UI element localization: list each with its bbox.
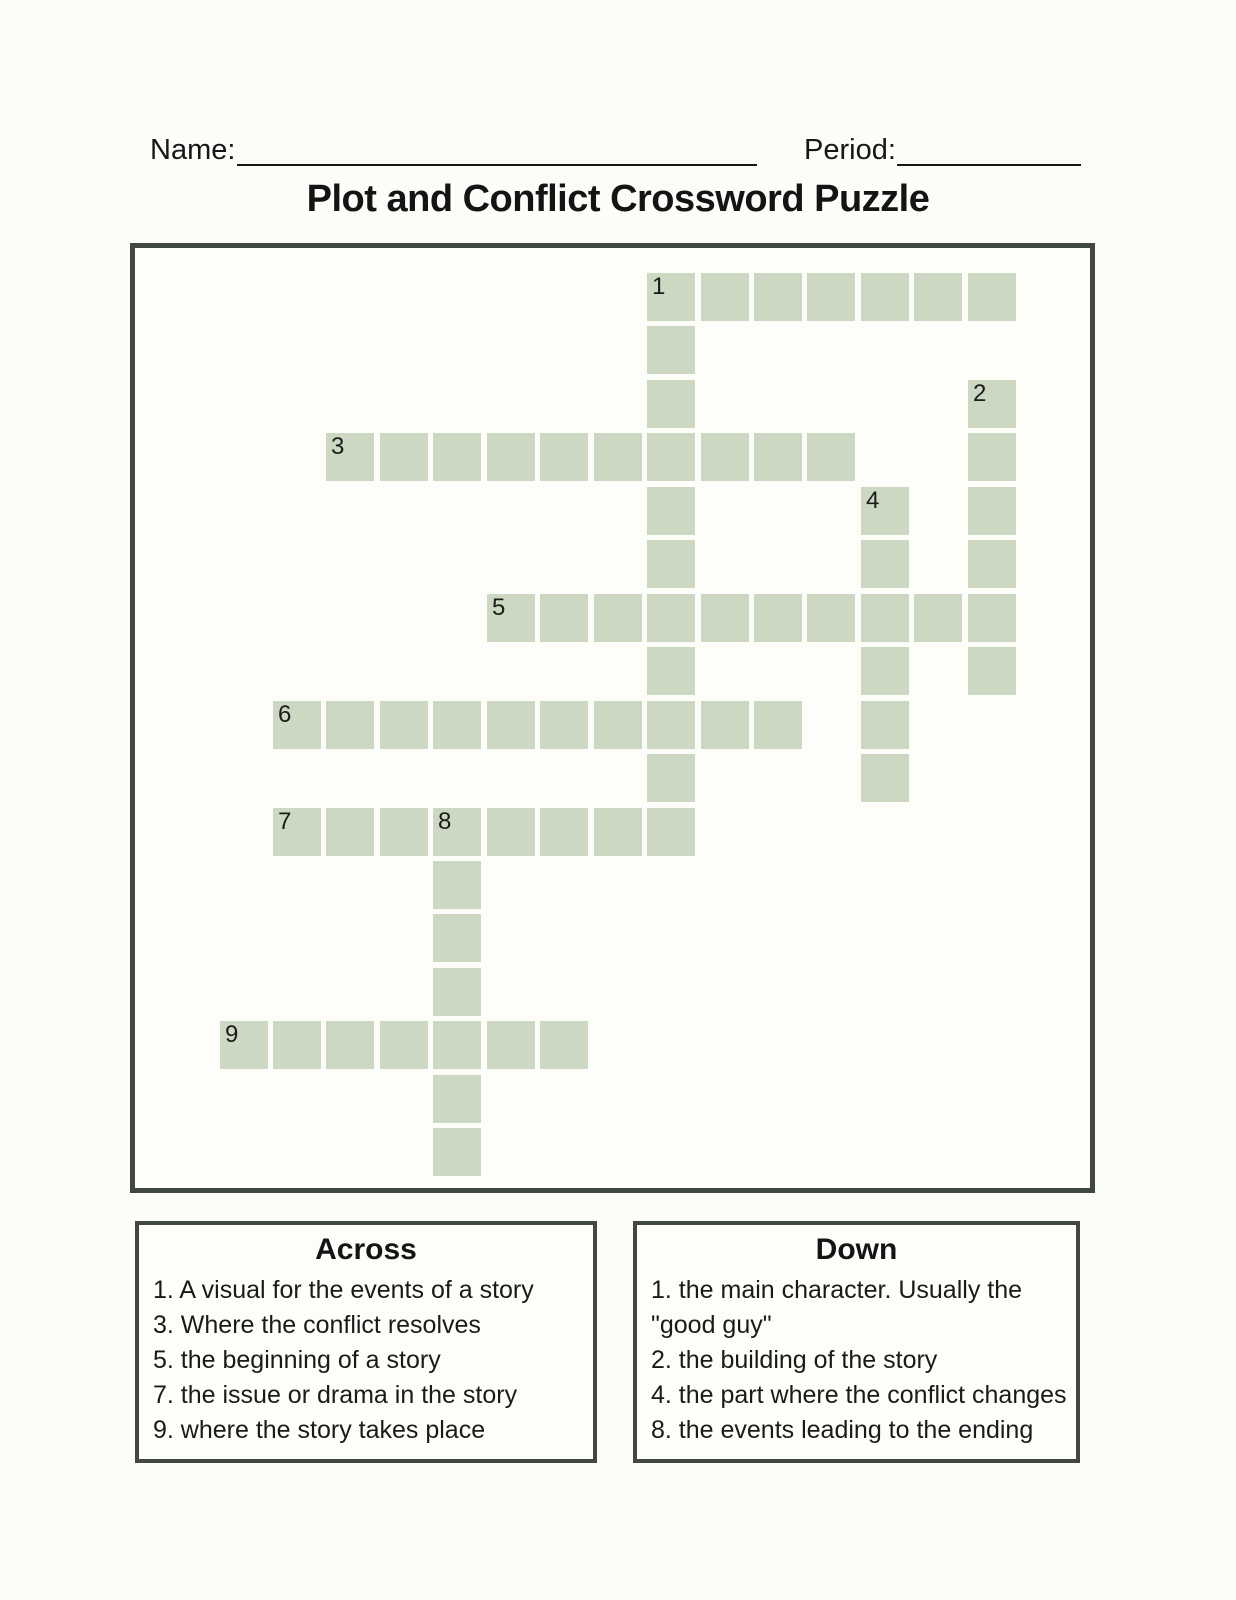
grid-cell[interactable] <box>540 594 588 642</box>
grid-cell[interactable] <box>647 754 695 802</box>
grid-cell[interactable] <box>594 594 642 642</box>
grid-cell[interactable] <box>433 808 481 856</box>
grid-cell[interactable] <box>487 808 535 856</box>
cell-number: 1 <box>652 273 666 300</box>
grid-cell[interactable] <box>647 380 695 428</box>
grid-cell[interactable] <box>701 433 749 481</box>
down-clue-2: 2. the building of the story <box>651 1346 938 1374</box>
grid-cell[interactable] <box>273 808 321 856</box>
period-label: Period: <box>804 134 896 166</box>
grid-cell[interactable] <box>540 808 588 856</box>
cell-number: 8 <box>438 808 452 835</box>
period-input-line[interactable] <box>897 164 1081 166</box>
grid-cell[interactable] <box>487 433 535 481</box>
grid-cell[interactable] <box>594 808 642 856</box>
grid-cell[interactable] <box>326 433 374 481</box>
grid-cell[interactable] <box>326 808 374 856</box>
across-clue-1: 1. A visual for the events of a story <box>153 1276 534 1304</box>
grid-cell[interactable] <box>220 1021 268 1069</box>
grid-cell[interactable] <box>647 326 695 374</box>
down-clue-list <box>637 1273 1076 1448</box>
grid-cell[interactable] <box>594 433 642 481</box>
cell-number: 7 <box>278 808 292 835</box>
grid-cell[interactable] <box>433 1128 481 1176</box>
grid-cell[interactable] <box>968 433 1016 481</box>
grid-cell[interactable] <box>754 594 802 642</box>
grid-cell[interactable] <box>433 914 481 962</box>
grid-cell[interactable] <box>861 487 909 535</box>
grid-cell[interactable] <box>647 594 695 642</box>
grid-cell[interactable] <box>861 754 909 802</box>
crossword-grid <box>130 243 1095 1193</box>
grid-cell[interactable] <box>380 433 428 481</box>
across-title: Across <box>315 1233 417 1266</box>
grid-cell[interactable] <box>433 1075 481 1123</box>
cell-number: 9 <box>225 1021 239 1048</box>
across-clue-5: 5. the beginning of a story <box>153 1346 441 1374</box>
grid-cell[interactable] <box>540 433 588 481</box>
across-clues-box <box>135 1221 597 1463</box>
grid-cell[interactable] <box>433 701 481 749</box>
grid-cell[interactable] <box>968 540 1016 588</box>
grid-cell[interactable] <box>754 273 802 321</box>
name-label: Name: <box>150 134 236 166</box>
grid-cell[interactable] <box>647 433 695 481</box>
grid-cell[interactable] <box>273 701 321 749</box>
cell-number: 5 <box>492 594 506 621</box>
grid-cell[interactable] <box>433 433 481 481</box>
grid-cell[interactable] <box>326 1021 374 1069</box>
grid-cell[interactable] <box>647 701 695 749</box>
grid-cell[interactable] <box>968 594 1016 642</box>
grid-cell[interactable] <box>326 701 374 749</box>
grid-cell[interactable] <box>914 594 962 642</box>
grid-cell[interactable] <box>754 701 802 749</box>
grid-cell[interactable] <box>861 540 909 588</box>
grid-cell[interactable] <box>647 647 695 695</box>
grid-cell[interactable] <box>701 701 749 749</box>
grid-cell[interactable] <box>594 701 642 749</box>
grid-cell[interactable] <box>380 701 428 749</box>
down-title: Down <box>815 1233 898 1266</box>
grid-cell[interactable] <box>380 808 428 856</box>
grid-cell[interactable] <box>968 487 1016 535</box>
grid-cell[interactable] <box>487 1021 535 1069</box>
grid-cell[interactable] <box>701 273 749 321</box>
grid-cell[interactable] <box>807 273 855 321</box>
page-title: Plot and Conflict Crossword Puzzle <box>306 178 930 220</box>
down-clue-1: 1. the main character. Usually the "good guy" <box>651 1276 1023 1339</box>
grid-cell[interactable] <box>273 1021 321 1069</box>
grid-cell[interactable] <box>487 701 535 749</box>
grid-cell[interactable] <box>968 380 1016 428</box>
grid-cell[interactable] <box>647 273 695 321</box>
across-clue-7: 7. the issue or drama in the story <box>153 1381 518 1409</box>
grid-cell[interactable] <box>487 594 535 642</box>
grid-cell[interactable] <box>861 273 909 321</box>
grid-cell[interactable] <box>540 1021 588 1069</box>
cell-number: 2 <box>973 380 987 407</box>
name-input-line[interactable] <box>237 164 757 166</box>
grid-cell[interactable] <box>861 701 909 749</box>
grid-cell[interactable] <box>914 273 962 321</box>
grid-cell[interactable] <box>807 433 855 481</box>
grid-cell[interactable] <box>754 433 802 481</box>
grid-cell[interactable] <box>701 594 749 642</box>
across-clue-9: 9. where the story takes place <box>153 1416 486 1444</box>
grid-cell[interactable] <box>433 861 481 909</box>
grid-cell[interactable] <box>807 594 855 642</box>
cell-number: 3 <box>331 433 345 460</box>
across-clue-3: 3. Where the conflict resolves <box>153 1311 481 1339</box>
down-clues-box <box>633 1221 1080 1463</box>
down-clue-8: 8. the events leading to the ending <box>651 1416 1034 1444</box>
cell-number: 4 <box>866 487 880 514</box>
grid-cell[interactable] <box>861 594 909 642</box>
grid-cell[interactable] <box>433 968 481 1016</box>
grid-cell[interactable] <box>968 647 1016 695</box>
grid-cell[interactable] <box>380 1021 428 1069</box>
across-clue-list <box>139 1273 593 1448</box>
grid-cell[interactable] <box>647 540 695 588</box>
grid-cell[interactable] <box>968 273 1016 321</box>
grid-cell[interactable] <box>861 647 909 695</box>
grid-cell[interactable] <box>433 1021 481 1069</box>
grid-cell[interactable] <box>647 808 695 856</box>
down-clue-4: 4. the part where the conflict changes <box>651 1381 1067 1409</box>
grid-cell[interactable] <box>540 701 588 749</box>
cell-number: 6 <box>278 701 292 728</box>
grid-cell[interactable] <box>647 487 695 535</box>
